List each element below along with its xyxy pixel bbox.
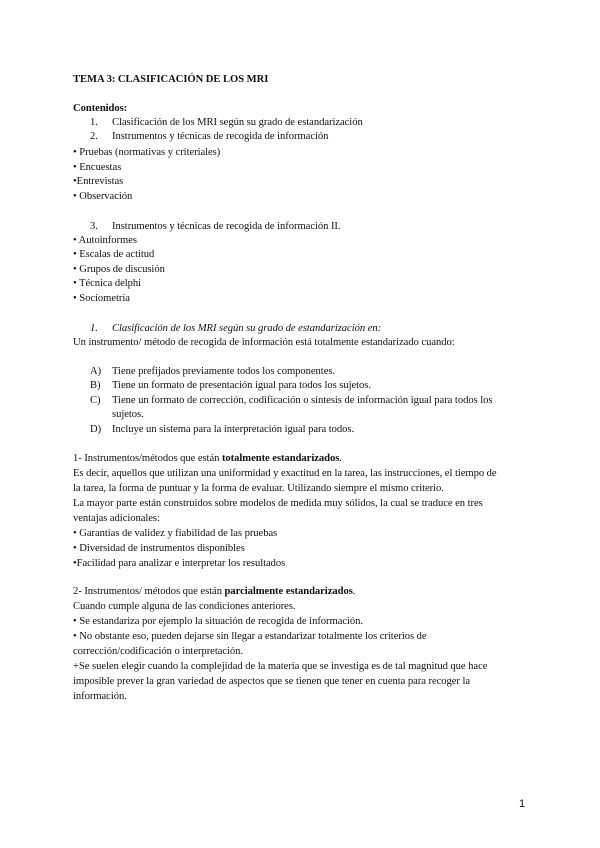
document-title: TEMA 3: CLASIFICACIÓN DE LOS MRI [73, 74, 269, 85]
contents-item [90, 220, 341, 234]
condition-item [90, 394, 492, 408]
section-number: 1. [90, 323, 98, 334]
list-item: • Se estandariza por ejemplo la situación de recogida de información. [73, 616, 364, 627]
condition-letter: A) [90, 366, 102, 377]
paragraph-line: la tarea, la forma de puntuar y la forma de evaluar. Utilizando siempre el mismo criterio. [73, 483, 444, 494]
list-item: •Facilidad para analizar e interpretar los resultados [73, 558, 286, 569]
list-item: • Pruebas (normativas y criteriales) [73, 147, 221, 158]
list-item: • No obstante eso, pueden dejarse sin llegar a estandarizar totalmente los criterios de [73, 631, 427, 642]
condition-letter: D) [90, 424, 102, 435]
part1-heading-suffix: . [339, 453, 342, 464]
paragraph-line: ventajas adicionales: [73, 513, 160, 524]
condition-text: Incluye un sistema para la interpretación igual para todos. [112, 424, 355, 435]
contents-item-text: Instrumentos y técnicas de recogida de información [112, 131, 329, 142]
condition-letter: C) [90, 395, 101, 406]
paragraph-line: +Se suelen elegir cuando la complejidad de la materia que se investiga es de tal magnitud que hace [73, 661, 488, 672]
list-item: • Técnica delphi [73, 278, 142, 289]
contents-item-text: Clasificación de los MRI según su grado de estandarización [112, 117, 363, 128]
condition-item [90, 423, 354, 437]
condition-text: Tiene un formato de presentación igual para todos los sujetos. [112, 380, 371, 391]
list-item: • Escalas de actitud [73, 249, 155, 260]
part1-heading [73, 452, 342, 466]
list-item: • Sociometría [73, 293, 130, 304]
part2-heading-bold: parcialmente estandarizados [224, 586, 353, 597]
paragraph-line: imposible prever la gran variedad de aspectos que se tienen que tener en cuenta para recoger la [73, 676, 471, 687]
contents-item [90, 116, 363, 130]
list-item: • Garantías de validez y fiabilidad de las pruebas [73, 528, 278, 539]
condition-text: Tiene prefijados previamente todos los componentes. [112, 366, 336, 377]
condition-item [90, 365, 335, 379]
section-heading [90, 322, 381, 336]
part1-heading-bold: totalmente estandarizados [221, 453, 340, 464]
contents-heading: Contenidos: [73, 103, 128, 114]
list-item: • Autoinformes [73, 235, 137, 246]
section-intro: Un instrumento/ método de recogida de información está totalmente estandarizado cuando: [73, 337, 455, 348]
section-heading-text: Clasificación de los MRI según su grado de estandarización en: [112, 323, 382, 334]
list-item: • Grupos de discusión [73, 264, 165, 275]
list-item: • Encuestas [73, 162, 122, 173]
list-item: • Diversidad de instrumentos disponibles [73, 543, 245, 554]
paragraph-line: Es decir, aquellos que utilizan una uniformidad y exactitud en la tarea, las instrucciones, el tiempo de [73, 468, 497, 479]
paragraph-line: corrección/codificación o interpretación. [73, 646, 244, 657]
contents-item-number: 1. [90, 117, 98, 128]
page-number: 1 [519, 798, 526, 810]
condition-text: Tiene un formato de corrección, codificación o síntesis de información igual para todos los [112, 395, 493, 406]
condition-item [90, 379, 371, 393]
paragraph-line: información. [73, 691, 127, 702]
condition-text-continuation: sujetos. [112, 409, 144, 420]
paragraph-line: Cuando cumple alguna de las condiciones anteriores. [73, 601, 296, 612]
part2-heading [73, 585, 355, 599]
list-item: •Entrevistas [73, 176, 124, 187]
list-item: • Observación [73, 191, 133, 202]
contents-item-number: 2. [90, 131, 98, 142]
contents-item [90, 130, 328, 144]
paragraph-line: La mayor parte están construidos sobre modelos de medida muy sólidos, la cual se traduce en tres [73, 498, 483, 509]
part2-heading-prefix: 2- Instrumentos/ métodos que están [73, 586, 225, 597]
contents-item-text: Instrumentos y técnicas de recogida de información II. [112, 221, 341, 232]
part2-heading-suffix: . [352, 586, 356, 597]
part1-heading-prefix: 1- Instrumentos/métodos que están [73, 453, 222, 464]
contents-item-number: 3. [90, 221, 98, 232]
condition-letter: B) [90, 380, 101, 391]
